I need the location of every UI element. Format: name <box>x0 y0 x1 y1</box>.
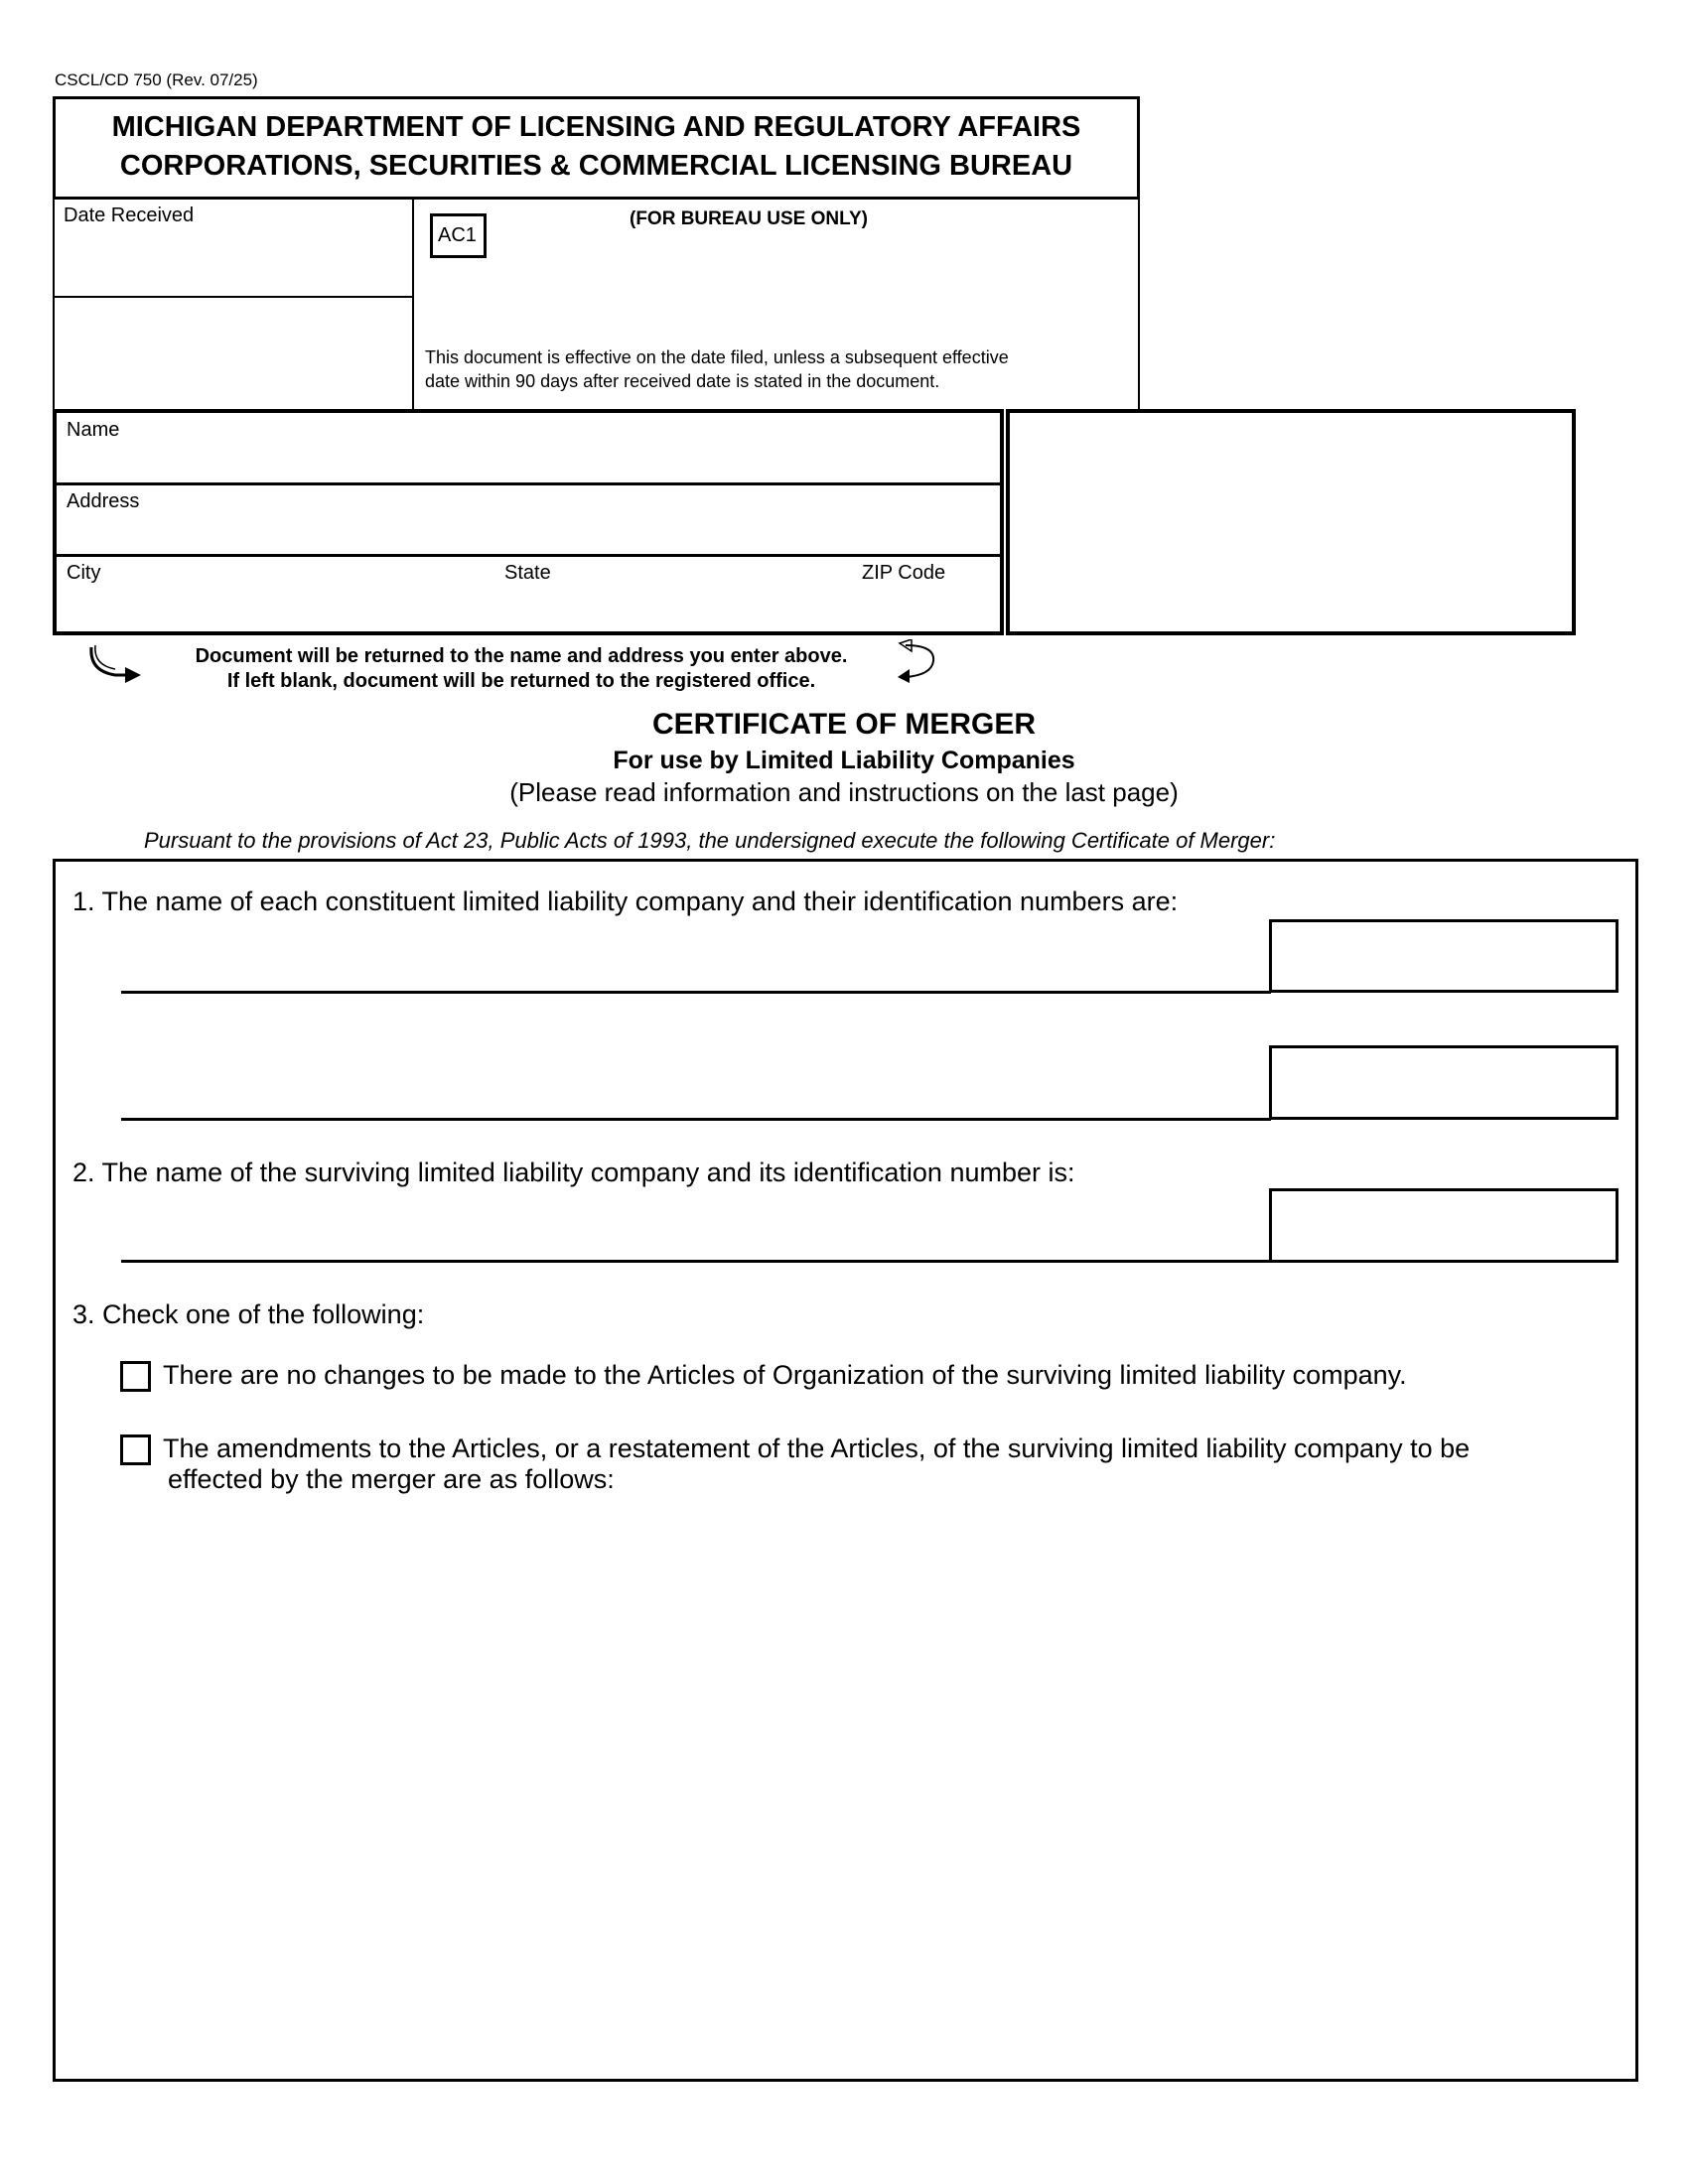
surviving-company-id-box[interactable] <box>1269 1188 1618 1263</box>
state-input[interactable] <box>504 588 842 623</box>
item-2-text: 2. The name of the surviving limited liability company and its identification number is: <box>72 1158 1075 1187</box>
city-input[interactable] <box>67 588 484 623</box>
date-received-label: Date Received <box>64 205 195 226</box>
effective-date-note-1: This document is effective on the date filed, unless a subsequent effective <box>425 347 1009 367</box>
constituent-1-name-input[interactable] <box>125 949 1267 987</box>
constituent-2-name-input[interactable] <box>125 1076 1267 1114</box>
certificate-subtitle: For use by Limited Liability Companies <box>613 747 1075 774</box>
form-code: CSCL/CD 750 (Rev. 07/25) <box>55 70 258 89</box>
constituent-2-name-line <box>121 1118 1271 1121</box>
name-input[interactable] <box>67 443 995 478</box>
address-divider-1 <box>53 482 1004 485</box>
constituent-1-id-box[interactable] <box>1269 919 1618 993</box>
surviving-company-name-input[interactable] <box>125 1218 1267 1256</box>
no-changes-checkbox[interactable] <box>120 1361 151 1392</box>
address-label: Address <box>67 490 140 512</box>
instructions-note: (Please read information and instructions on the last page) <box>509 777 1179 807</box>
surviving-company-name-line <box>121 1260 1271 1263</box>
constituent-1-name-line <box>121 991 1271 994</box>
item-1-text: 1. The name of each constituent limited liability company and their identification numbers are: <box>72 887 1179 916</box>
address-input[interactable] <box>67 514 995 550</box>
bureau-use-only-label: (FOR BUREAU USE ONLY) <box>630 208 868 229</box>
name-label: Name <box>67 419 120 441</box>
return-note-line-2: If left blank, document will be returned to the registered office. <box>226 670 816 692</box>
constituent-2-id-box[interactable] <box>1269 1045 1618 1120</box>
effective-date-note-2: date within 90 days after received date is stated in the document. <box>425 371 940 391</box>
certificate-title: CERTIFICATE OF MERGER <box>651 708 1037 741</box>
state-label: State <box>504 562 551 584</box>
header-line-2: CORPORATIONS, SECURITIES & COMMERCIAL LICENSING BUREAU <box>119 150 1073 182</box>
item-3-text: 3. Check one of the following: <box>72 1299 425 1329</box>
bureau-code: AC1 <box>438 224 477 246</box>
pursuant-statement: Pursuant to the provisions of Act 23, Public Acts of 1993, the undersigned execute the following Certificate of Merger: <box>144 828 1276 853</box>
city-label: City <box>67 562 101 584</box>
bureau-divider-vertical <box>412 199 414 412</box>
header-line-1: MICHIGAN DEPARTMENT OF LICENSING AND REGULATORY AFFAIRS <box>111 111 1081 143</box>
zip-code-input[interactable] <box>862 588 991 623</box>
amendments-option-label-2: effected by the merger are as follows: <box>168 1464 615 1494</box>
return-note-line-1: Document will be returned to the name and address you enter above. <box>195 645 848 667</box>
bureau-divider-horizontal <box>53 296 414 298</box>
zip-code-label: ZIP Code <box>862 562 946 584</box>
amendments-checkbox[interactable] <box>120 1434 151 1465</box>
filing-stamp-box <box>1006 409 1576 635</box>
amendments-option-label-1: The amendments to the Articles, or a restatement of the Articles, of the surviving limited liability company to be <box>163 1433 1471 1463</box>
address-divider-2 <box>53 554 1004 557</box>
amendments-text-area[interactable] <box>163 1509 1613 2065</box>
return-arrow-left-icon <box>85 641 145 683</box>
no-changes-option-label: There are no changes to be made to the Articles of Organization of the surviving limited liability company. <box>163 1360 1407 1390</box>
return-arrow-right-icon <box>896 639 945 683</box>
